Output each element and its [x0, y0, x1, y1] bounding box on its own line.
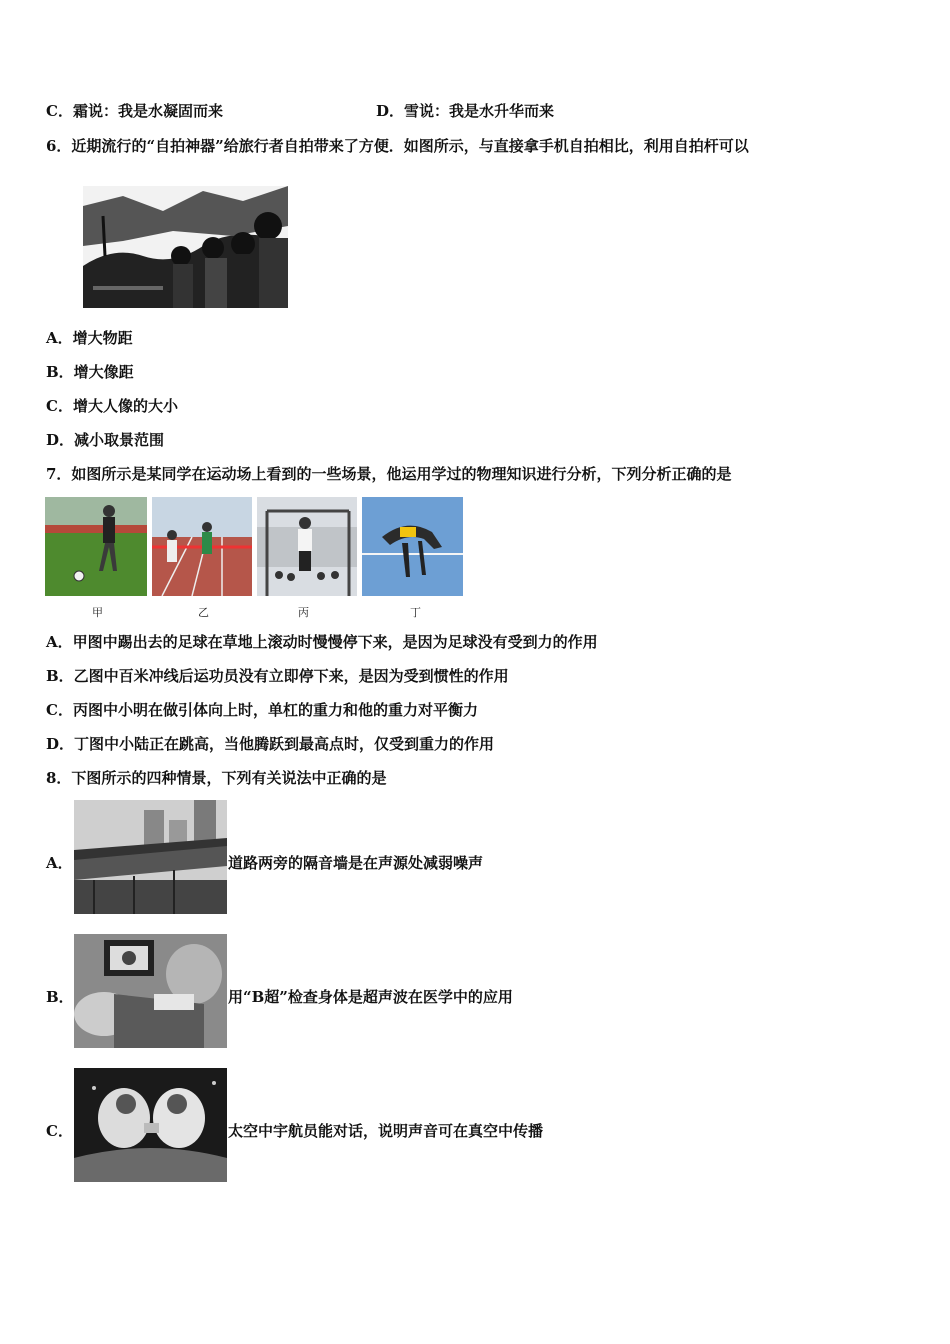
- q6-option-c: C．增大人像的大小: [46, 397, 178, 415]
- q8-option-a-label: A．: [46, 854, 73, 872]
- q8-option-c-label: C．: [46, 1122, 73, 1140]
- q6-option-b: B．增大像距: [46, 363, 134, 381]
- q5-option-d: D．雪说：我是水升华而来: [376, 102, 555, 120]
- b-ultrasound-photo: [74, 934, 227, 1048]
- caption-jia: 甲: [92, 606, 103, 619]
- q8-option-b-label: B．: [46, 988, 74, 1006]
- sound-barrier-photo: [74, 800, 227, 914]
- photo-yi-sprint: [152, 497, 252, 596]
- caption-bing: 丙: [298, 606, 309, 619]
- caption-ding: 丁: [410, 606, 421, 619]
- q7-stem: 7．如图所示是某同学在运动场上看到的一些场景，他运用学过的物理知识进行分析，下列分析正确的是: [46, 465, 732, 483]
- photo-jia-football: [45, 497, 147, 596]
- q7-option-b: B．乙图中百米冲线后运功员没有立即停下来，是因为受到惯性的作用: [46, 667, 509, 685]
- astronauts-photo: [74, 1068, 227, 1182]
- q7-option-c: C．丙图中小明在做引体向上时，单杠的重力和他的重力对平衡力: [46, 701, 478, 719]
- photo-bing-pullup: [257, 497, 357, 596]
- q6-option-a: A．增大物距: [46, 329, 133, 347]
- q8-option-a-text: 道路两旁的隔音墙是在声源处减弱噪声: [228, 854, 484, 872]
- q5-option-c: C．霜说：我是水凝固而来: [46, 102, 223, 120]
- q7-option-d: D．丁图中小陆正在跳高，当他腾跃到最高点时，仅受到重力的作用: [46, 735, 495, 753]
- q6-option-d: D．减小取景范围: [46, 431, 165, 449]
- q8-stem: 8．下图所示的四种情景，下列有关说法中正确的是: [46, 769, 387, 787]
- q8-option-c-text: 太空中宇航员能对话，说明声音可在真空中传播: [228, 1122, 544, 1140]
- caption-yi: 乙: [198, 606, 209, 619]
- selfie-stick-photo: [83, 186, 288, 308]
- q7-option-a: A．甲图中踢出去的足球在草地上滚动时慢慢停下来，是因为足球没有受到力的作用: [46, 633, 598, 651]
- q8-option-b-text: 用“B超”检查身体是超声波在医学中的应用: [228, 988, 513, 1006]
- photo-ding-highjump: [362, 497, 463, 596]
- q6-stem: 6．近期流行的“自拍神器”给旅行者自拍带来了方便．如图所示，与直接拿手机自拍相比，利用自拍杆可以: [46, 137, 749, 155]
